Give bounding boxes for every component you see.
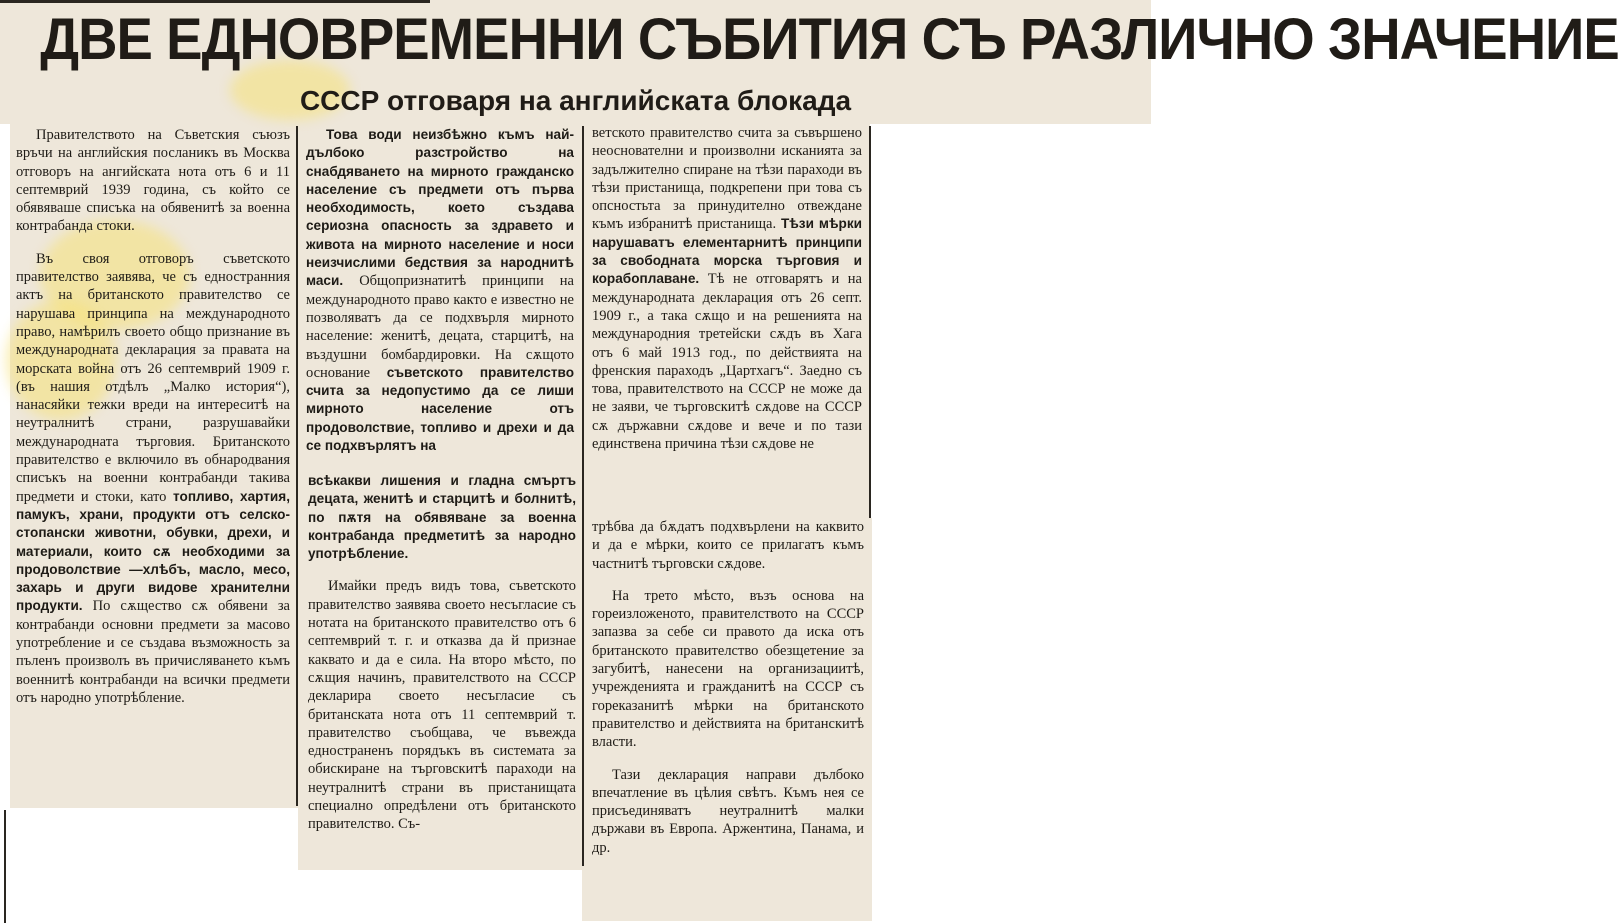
column-2-bottom bbox=[308, 472, 576, 868]
column-divider bbox=[582, 126, 584, 866]
column-divider bbox=[869, 126, 871, 518]
top-rule bbox=[0, 0, 430, 3]
column-3-top bbox=[592, 124, 862, 516]
paragraph: трѣбва да бѫдатъ подхвърлени на каквито и да е мѣрки, които се прилагатъ къмъ частнитѣ търговски сѫдове. bbox=[592, 519, 864, 572]
column-3-bottom bbox=[592, 518, 864, 920]
paragraph: Това води неизбѣжно къмъ най-дълбоко разстройство на снабдяването на мирното гражданско население съ предмети отъ първа необходимость, което създава сериозна опасность за здравето и живота на мирното население и носи неизчислими бедствия за народнитѣ маси. Общопризнатитѣ принципи на международното право както е известно не позволяватъ да се подхвърля мирното население: женитѣ, децата, старцитѣ, на въздушни бомбардировки. На сѫщото основание съветското правителство счита за недопустимо да се лиши мирното население отъ продоволствие, топливо и дрехи и да се подхвърлятъ на bbox=[306, 127, 574, 454]
column-divider bbox=[296, 126, 298, 806]
paragraph: Тази декларация направи дълбоко впечатление въ цѣлия свѣтъ. Къмъ нея се присъединяватъ неутралнитѣ малки държави въ Европа. Аржентина, Панама, и др. bbox=[592, 766, 864, 856]
paragraph: На трето мѣсто, възъ основа на гореизложеното, правителството на СССР запазва за себе си правото да иска отъ британското правителство обезщетение за загубитѣ, нанесени на организациитѣ, учрежденията и гражданитѣ на СССР съ гореказанитѣ мѣрки на британското правителство и действията на британскитѣ власти. bbox=[592, 587, 864, 751]
paragraph: ветското правителство счита за съвършено неоснователни и произволни исканията за задължително спиране на тѣзи параходи въ тѣзи пристанища, подкрепени при това съ опсностьта за принудително отвеждане къмъ избранитѣ пристанища. Тѣзи мѣрки нарушаватъ елементарнитѣ принципи за свободната морска търговия и корабоплаване. Тѣ не отговарятъ и на международната декларация отъ 26 септ. 1909 г., а така сѫщо и на решенията на международния третейски сѫдъ въ Хага отъ 6 май 1913 год., по действията на френския параходъ „Цартхагъ“. Заедно съ това, правителството на СССР не може да не заяви, че търговскитѣ сѫдове на СССР сѫ държавни сѫдове и вече и по тази единствена причина тѣзи сѫдове не bbox=[592, 125, 862, 453]
column-2-top bbox=[306, 126, 574, 466]
subheadline: СССР отговаря на английската блокада bbox=[299, 85, 852, 116]
paragraph: всѣкакви лишения и гладна смъртъ децата, женитѣ и старцитѣ и болнитѣ, по пѫтя на обявяване за военна контрабанда предметитѣ за народно употрѣбление. bbox=[308, 473, 576, 562]
paragraph: Въ своя отговоръ съветското правителство заявява, че съ едностранния актъ на британското правителство се нарушава принципа на международното право, намѣрилъ своето общо признание въ международната декларация за правата на морската война отъ 26 септемврий 1909 г. (въ нашия отдѣлъ „Малко история“), нанасяйки тежки вреди на интереситѣ на неутралнитѣ страни, разрушавайки международната търговия. Британското правителство е включило въ обнародвания списъкъ на военни контрабанди такива предмети и стоки, като топливо, хартия, памукъ, храни, продукти отъ селско-стопански животни, обувки, дрехи, и материали, които сѫ необходими за продоволствие —хлѣбъ, масло, месо, захарь и други видове хранителни продукти. По сѫщество сѫ обявени за контрабанди основни предмети за масово употребление и се създава възможность за пъленъ произволъ въ причисляването къмъ военнитѣ контрабанди на всички предмети отъ народно употрѣбление. bbox=[16, 250, 290, 706]
paragraph: Имайки предъ видъ това, съветското правителство заявява своето несъгласие съ нотата на британското правителство отъ 6 септемврий т. г. и отказва да й признае каквато и да е сила. На второ мѣсто, по сѫщия начинъ, правителството на СССР декларира своето несъгласие съ британската нота отъ 11 септемврий т. правителство съобщава, че въвежда едностраненъ порядъкъ въ системата за обискиране на търговскитѣ параходи на неутралнитѣ страни въ пристанищата специално опредѣлени отъ британското правителство. Съ- bbox=[308, 578, 576, 833]
left-edge-rule bbox=[4, 810, 6, 923]
column-1 bbox=[16, 126, 290, 806]
paragraph: Правителството на Съветския съюзъ връчи на английския посланикъ въ Москва отговоръ на ангийската нота отъ 6 и 11 септемврий 1939 година, съ който се обявяваше списъка на обявенитѣ за военна контрабанда стоки. bbox=[16, 127, 290, 235]
headline: ДВЕ ЕДНОВРЕМЕННИ СЪБИТИЯ СЪ РАЗЛИЧНО ЗНАЧЕНИЕ bbox=[40, 7, 1619, 72]
